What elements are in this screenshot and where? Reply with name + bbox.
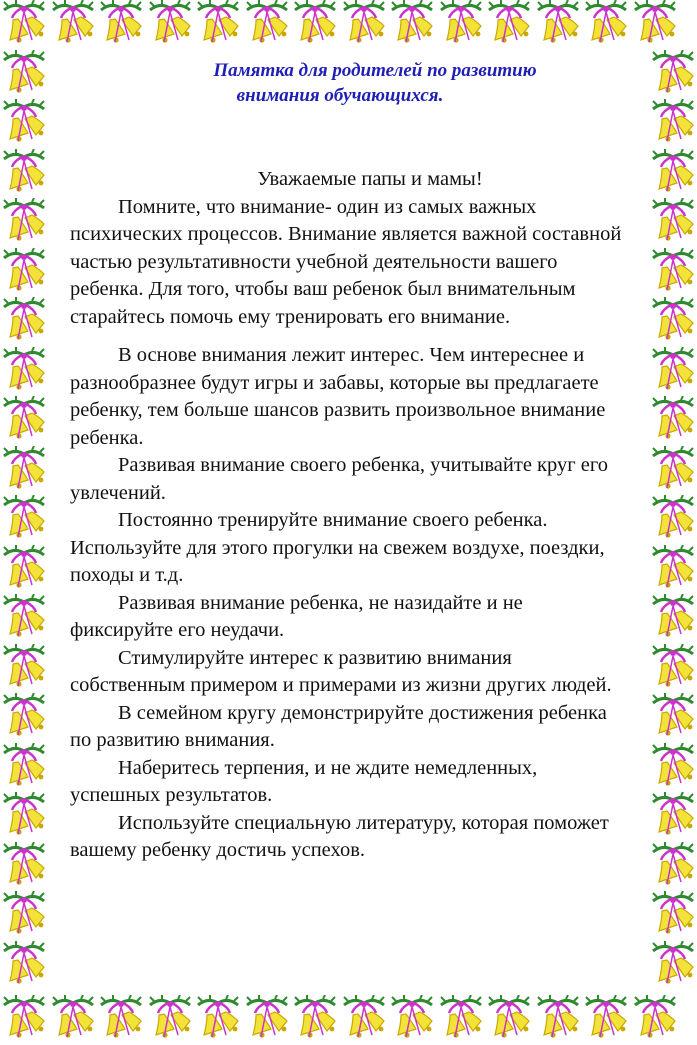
bell-icon [649,198,697,248]
bell-icon [582,0,630,50]
bell-icon [649,297,697,347]
bell-icon [0,545,48,595]
bell-icon [649,495,697,545]
bell-icon [631,995,679,1045]
bell-icon [649,149,697,199]
bell-icon [0,248,48,298]
bell-icon [0,0,48,50]
bell-icon [0,995,48,1045]
bell-icon [649,644,697,694]
bell-icon [243,995,291,1045]
bell-icon [194,995,242,1045]
bell-icon [0,693,48,743]
bell-icon [582,995,630,1045]
paragraph-2: В основе внимания лежит интерес. Чем интереснее и разнообразнее будут игры и забавы, которые вы предлагаете ребенку, тем больше шансов развить произвольное внимание ребенка. [70,344,606,449]
bell-icon [97,0,145,50]
bell-icon [0,941,48,991]
bell-icon [534,0,582,50]
bell-icon [0,644,48,694]
bell-icon [649,941,697,991]
bell-icon [0,842,48,892]
bell-icon [194,0,242,50]
paragraph-1: Помните, что внимание- один из самых важных психических процессов. Внимание является важной составной частью результативности учебной деятельности вашего ребенка. Для того, чтобы ваш ребенок был внимательным старайтесь помочь ему тренировать его внимание. [70,195,622,328]
page-title-line-1: Памятка для родителей по развитию [213,60,537,81]
paragraph-6: Стимулируйте интерес к развитию внимания собственным примером и примерами из жизни других людей. [70,646,612,696]
page-title [150,58,600,108]
bell-icon [0,50,48,100]
bell-icon [0,297,48,347]
paragraph-5: Развивая внимание ребенка, не назидайте и не фиксируйте его неудачи. [70,591,523,641]
bell-icon [0,743,48,793]
bell-icon [388,995,436,1045]
bell-icon [437,995,485,1045]
bell-icon [0,149,48,199]
bell-icon [49,0,97,50]
bell-icon [146,995,194,1045]
bell-icon [534,995,582,1045]
bell-icon [649,545,697,595]
bell-icon [340,0,388,50]
paragraph-7: В семейном кругу демонстрируйте достижения ребенка по развитию внимания. [70,701,607,751]
bell-icon [0,446,48,496]
bell-icon [0,99,48,149]
bell-icon [485,0,533,50]
bell-icon [649,891,697,941]
bell-icon [631,0,679,50]
bell-icon [649,792,697,842]
bell-icon [388,0,436,50]
bell-icon [0,495,48,545]
bell-icon [649,446,697,496]
bell-icon [649,50,697,100]
bell-icon [0,891,48,941]
paragraph-9: Используйте специальную литературу, которая поможет вашему ребенку достичь успехов. [70,811,609,861]
bell-icon [0,396,48,446]
bell-icon [291,995,339,1045]
bell-icon [0,594,48,644]
bell-icon [485,995,533,1045]
bell-icon [649,594,697,644]
paragraph-8: Наберитесь терпения, и не ждите немедленных, успешных результатов. [70,756,538,806]
letter-body [70,166,630,865]
bell-icon [0,198,48,248]
bell-icon [649,693,697,743]
bell-icon [649,347,697,397]
bell-icon [0,792,48,842]
bell-icon [437,0,485,50]
bell-icon [49,995,97,1045]
bell-icon [340,995,388,1045]
bell-icon [243,0,291,50]
page-title-line-2: внимания обучающихся. [236,85,444,106]
paragraph-4: Постоянно тренируйте внимание своего ребенка. Используйте для этого прогулки на свежем воздухе, поездки, походы и т.д. [70,509,605,586]
bell-icon [649,743,697,793]
bell-icon [649,248,697,298]
paragraph-3: Развивая внимание своего ребенка, учитывайте круг его увлечений. [70,454,609,504]
bell-icon [291,0,339,50]
greeting: Уважаемые папы и мамы! [257,168,483,190]
bell-icon [0,347,48,397]
bell-icon [649,842,697,892]
bell-icon [649,99,697,149]
bell-icon [146,0,194,50]
bell-icon [649,396,697,446]
bell-icon [97,995,145,1045]
